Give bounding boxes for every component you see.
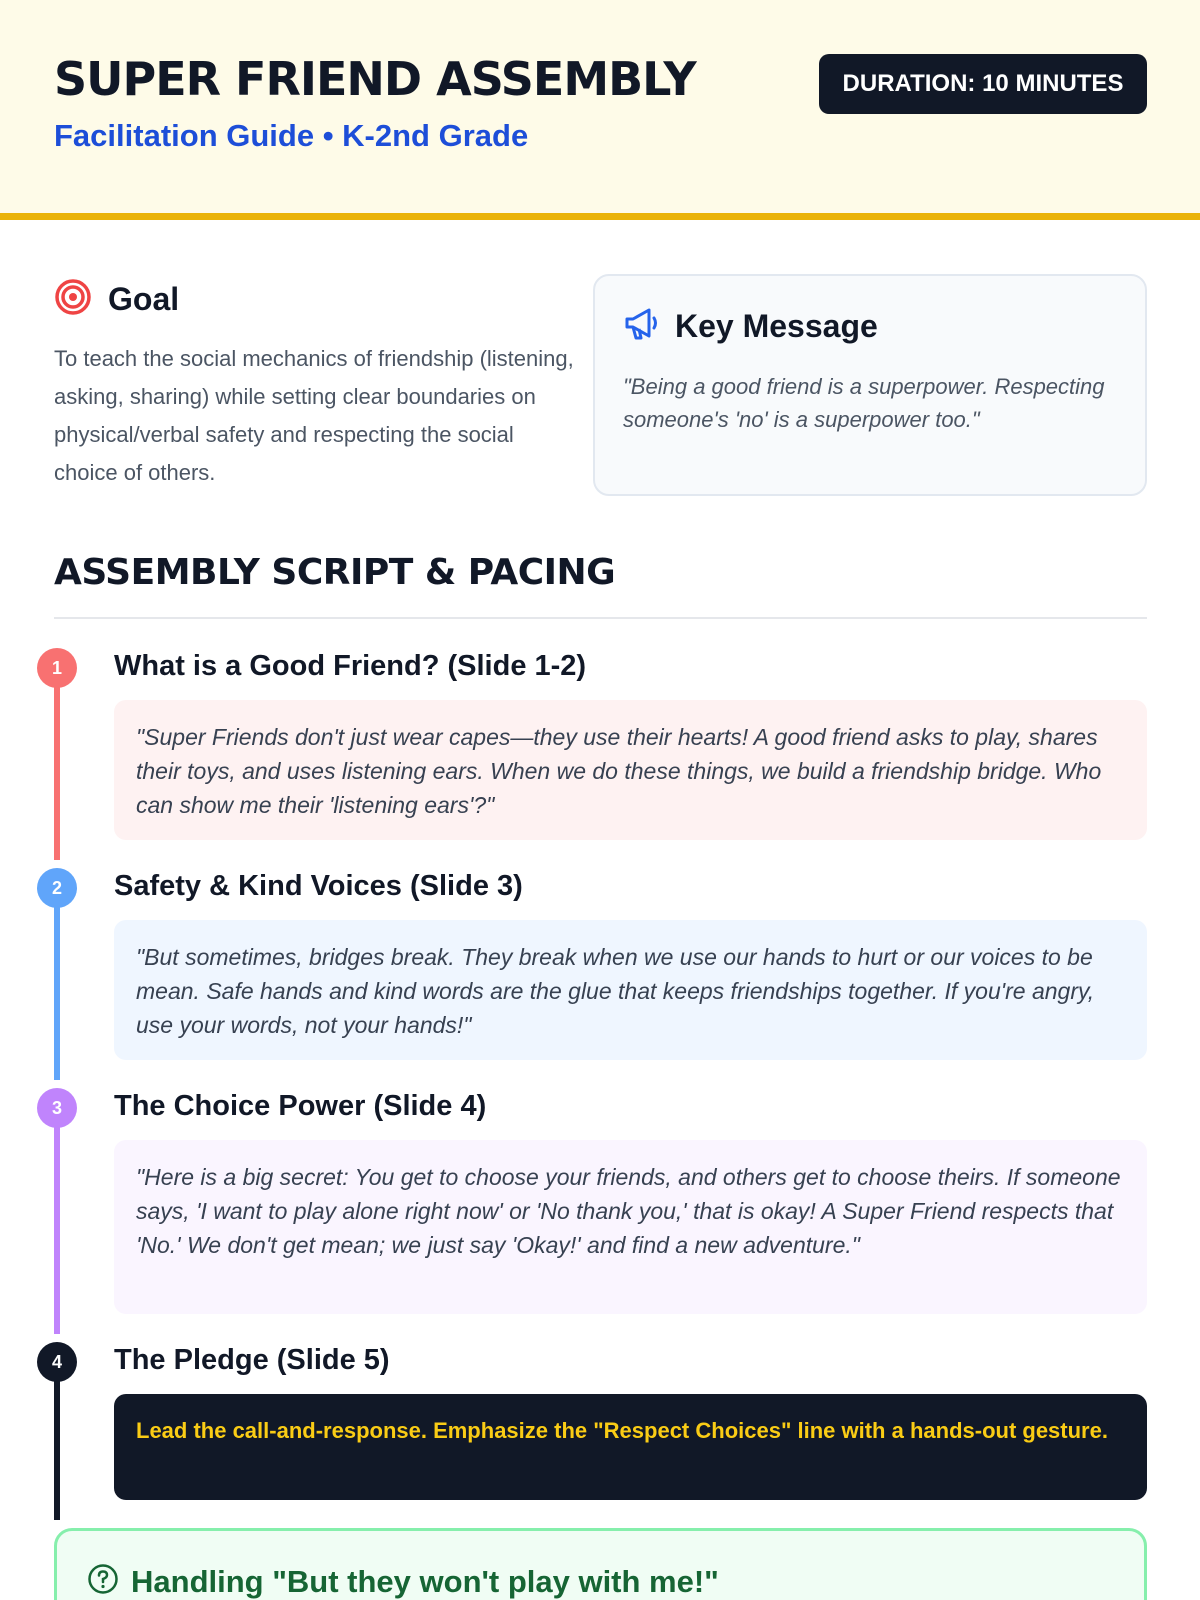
key-message-text: "Being a good friend is a superpower. Respecting someone's 'no' is a superpower too."	[623, 374, 1105, 432]
script-section-title: ASSEMBLY SCRIPT & PACING	[54, 552, 616, 593]
step-script-box: "Super Friends don't just wear capes—they use their hearts! A good friend asks to play, shares their toys, and uses listening ears. When we do these things, we build a friendship bridge. Who can show me their 'listening ears'?"	[114, 700, 1147, 840]
step-timeline-line	[54, 1108, 60, 1334]
goal-heading	[54, 278, 179, 321]
key-message-label: Key Message	[675, 308, 878, 344]
step-title: The Pledge (Slide 5)	[114, 1344, 390, 1376]
step-title: What is a Good Friend? (Slide 1-2)	[114, 650, 587, 682]
step-timeline-line	[54, 668, 60, 860]
step-number-badge: 2	[37, 868, 77, 908]
key-message-heading	[623, 306, 878, 347]
step-title: The Choice Power (Slide 4)	[114, 1090, 487, 1122]
megaphone-icon	[623, 306, 661, 347]
handling-callout	[54, 1528, 1147, 1600]
goal-text: To teach the social mechanics of friendship (listening, asking, sharing) while setting clear boundaries on physical/verbal safety and respecting the social choice of others.	[54, 346, 574, 485]
page-title: SUPER FRIEND ASSEMBLY	[54, 52, 696, 106]
step-instruction-box: Lead the call-and-response. Emphasize the "Respect Choices" line with a hands-out gesture.	[114, 1394, 1147, 1500]
step-number-badge: 1	[37, 648, 77, 688]
key-message-card	[593, 274, 1147, 496]
question-circle-icon	[87, 1563, 119, 1600]
callout-label: Handling "But they won't play with me!"	[131, 1563, 719, 1599]
page-subtitle: Facilitation Guide • K-2nd Grade	[54, 118, 529, 153]
step-script-box: "But sometimes, bridges break. They break when we use our hands to hurt or our voices to be mean. Safe hands and kind words are the glue that keeps friendships together. If you're angry, use your words, not your hands!"	[114, 920, 1147, 1060]
section-divider	[54, 617, 1147, 619]
page-header	[0, 0, 1200, 220]
step-timeline-line	[54, 888, 60, 1080]
step-script-box: "Here is a big secret: You get to choose your friends, and others get to choose theirs. If someone says, 'I want to play alone right now' or 'No thank you,' that is okay! A Super Friend respects that 'No.' We don't get mean; we just say 'Okay!' and find a new adventure."	[114, 1140, 1147, 1314]
callout-heading	[87, 1563, 719, 1600]
step-timeline-line	[54, 1362, 60, 1520]
goal-label: Goal	[108, 281, 180, 317]
step-number-badge: 4	[37, 1342, 77, 1382]
target-icon	[54, 278, 92, 321]
step-title: Safety & Kind Voices (Slide 3)	[114, 870, 523, 902]
duration-badge: DURATION: 10 MINUTES	[819, 54, 1147, 114]
step-number-badge: 3	[37, 1088, 77, 1128]
